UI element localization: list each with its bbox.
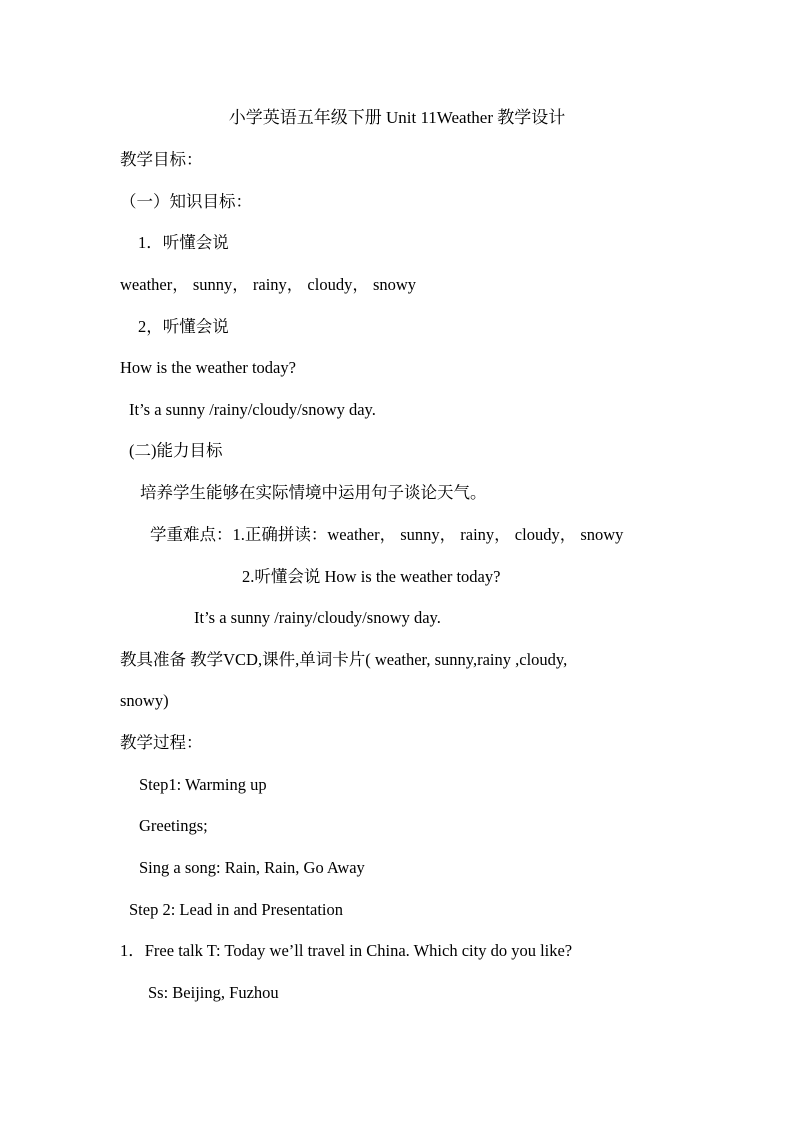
step1-greetings: Greetings; bbox=[139, 816, 208, 835]
knowledge-heading: （一）知识目标： bbox=[120, 192, 252, 211]
step2-heading: Step 2: Lead in and Presentation bbox=[129, 900, 343, 919]
step1-song: Sing a song: Rain, Rain, Go Away bbox=[139, 858, 365, 877]
materials-line-1: 教具准备 教学VCD,课件,单词卡片( weather, sunny,rainy ,cloudy, bbox=[120, 650, 568, 669]
difficulty-line-2: 2.听懂会说 How is the weather today? bbox=[242, 567, 501, 586]
item1-heading: 1．听懂会说 bbox=[138, 233, 229, 252]
difficulty-line-1: 学重难点：1.正确拼读：weather， sunny， rainy， cloudy， snowy bbox=[150, 525, 624, 544]
item2-heading: 2，听懂会说 bbox=[138, 317, 229, 336]
ability-heading: (二)能力目标 bbox=[129, 441, 223, 460]
process-heading: 教学过程： bbox=[120, 733, 203, 752]
difficulty-line-3: It’s a sunny /rainy/cloudy/snowy day. bbox=[194, 608, 441, 627]
materials-line-2: snowy) bbox=[120, 691, 169, 710]
step1-heading: Step1: Warming up bbox=[139, 775, 267, 794]
item1-words: weather， sunny， rainy， cloudy， snowy bbox=[120, 275, 417, 294]
ability-text: 培养学生能够在实际情境中运用句子谈论天气。 bbox=[140, 483, 487, 502]
free-talk-line: 1．Free talk T: Today we’ll travel in China. Which city do you like? bbox=[120, 941, 573, 960]
page-title: 小学英语五年级下册 Unit 11Weather 教学设计 bbox=[228, 108, 566, 127]
item2-answer: It’s a sunny /rainy/cloudy/snowy day. bbox=[129, 400, 376, 419]
item2-question: How is the weather today? bbox=[120, 358, 296, 377]
free-talk-answer: Ss: Beijing, Fuzhou bbox=[148, 983, 279, 1002]
objectives-heading: 教学目标： bbox=[120, 150, 203, 169]
